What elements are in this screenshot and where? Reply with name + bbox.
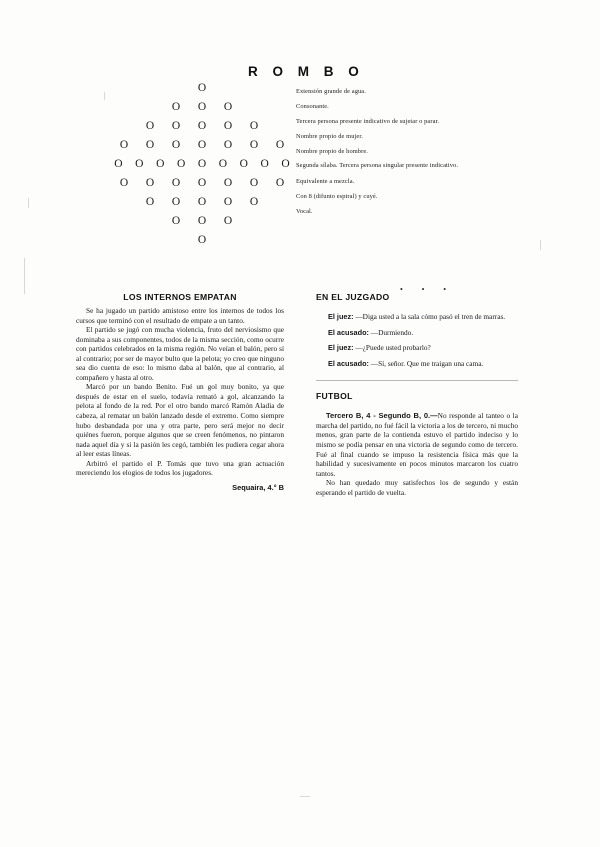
rhombus-cell[interactable]: O	[239, 157, 248, 170]
crossword-rhombus-grid	[108, 78, 296, 249]
match-report-text: No responde al tanteo o la marcha del partido, no fué fácil la victoria a los de tercero, ni mucho menos, gran parte de la contienda estuvo el partido indeciso y lo mismo se podía pensar en una victoria de segundo como de tercero. Fué al final cuando se impuso la resistencia física más que la habilidad y sucesivamente en pocos minutos marcaron los cuatro tantos.	[316, 411, 518, 478]
rhombus-row	[108, 192, 296, 211]
article-paragraph: Marcó por un bando Benito. Fué un gol muy bonito, ya que después de estar en el suelo, todavía remató a gol, alcanzando la pelota al fondo de la red. Por el otro bando marcó Ramón Aladia de cabeza, al rematar un balón lanzado desde el extremo. Como siempre hubo desbandada por una y otra parte, pero será mejor no decir quiénes fueron, porque algunos que se creen fenómenos, no pintaron nada aquel día y si la pasión les cegó, también les pudiera cegar ahora al leer estas líneas.	[76, 382, 284, 459]
rhombus-cell[interactable]: O	[275, 138, 285, 151]
registration-tick	[300, 796, 310, 797]
rhombus-row	[108, 154, 296, 173]
rhombus-cell[interactable]: O	[171, 195, 181, 208]
article-paragraph: No han quedado muy satisfechos los de segundo y están esperando el partido de vuelta.	[316, 478, 518, 497]
clue-item: Segunda sílaba. Tercera persona singular presente indicativo.	[296, 162, 459, 170]
clue-item: Extensión grande de agua.	[296, 88, 366, 96]
clue-item: Consonante.	[296, 102, 329, 110]
registration-tick	[540, 240, 541, 250]
joke-speaker: El juez:	[328, 312, 354, 321]
joke-text: —Sí, señor. Que me traigan una cama.	[368, 358, 484, 368]
rhombus-cell[interactable]: O	[197, 138, 207, 151]
rhombus-cell[interactable]: O	[223, 100, 233, 113]
rhombus-cell[interactable]: O	[119, 176, 129, 189]
rhombus-row	[108, 116, 296, 135]
clue-item: Equivalente a mezcla.	[296, 178, 355, 186]
joke-speaker: El acusado:	[328, 327, 369, 337]
section-heading-futbol: FUTBOL	[316, 391, 353, 402]
rhombus-cell[interactable]: O	[197, 119, 207, 132]
article-body-internos	[76, 306, 284, 478]
article-body-futbol	[316, 411, 518, 497]
article-paragraph	[316, 411, 518, 478]
section-heading-internos: LOS INTERNOS EMPATAN	[123, 292, 237, 302]
rhombus-row	[108, 211, 296, 230]
rhombus-cell[interactable]: O	[176, 157, 186, 170]
rhombus-cell[interactable]: O	[223, 138, 233, 151]
joke-line	[316, 328, 518, 338]
joke-line	[316, 343, 518, 353]
clue-item: Vocal.	[296, 208, 313, 216]
rhombus-cell[interactable]: O	[218, 157, 228, 170]
clue-item: Nombre propio de mujer.	[296, 133, 363, 141]
rhombus-cell[interactable]: O	[145, 119, 155, 132]
match-result-lead: Tercero B, 4 - Segundo B, 0.—	[326, 411, 438, 421]
rhombus-cell[interactable]: O	[197, 100, 207, 113]
separator-dot: •	[400, 285, 403, 294]
right-column	[316, 292, 518, 497]
rhombus-cell[interactable]: O	[260, 157, 269, 170]
page-title: R O M B O	[248, 64, 365, 79]
rhombus-cell[interactable]: O	[249, 176, 259, 189]
rhombus-cell[interactable]: O	[249, 195, 259, 208]
rhombus-row	[108, 173, 296, 192]
rhombus-cell[interactable]: O	[135, 157, 144, 170]
rhombus-cell[interactable]: O	[156, 157, 165, 170]
rhombus-cell[interactable]: O	[249, 138, 259, 151]
joke-speaker: El juez:	[328, 343, 354, 353]
rhombus-cell[interactable]: O	[171, 100, 181, 113]
rhombus-cell[interactable]: O	[197, 195, 207, 208]
rhombus-cell[interactable]: O	[145, 195, 155, 208]
section-heading-juzgado: EN EL JUZGADO	[316, 292, 390, 302]
rhombus-cell[interactable]: O	[197, 176, 207, 189]
rhombus-cell[interactable]: O	[223, 195, 233, 208]
clue-item: Con 8 (difunto espiral) y cuyé.	[296, 192, 378, 200]
rhombus-cell[interactable]: O	[145, 138, 155, 151]
registration-tick	[104, 92, 105, 100]
rhombus-cell[interactable]: O	[171, 138, 181, 151]
clue-list	[296, 82, 518, 223]
rhombus-cell[interactable]: O	[171, 119, 181, 132]
joke-text: —Diga usted a la sala cómo pasó el tren de marras.	[353, 312, 506, 321]
rhombus-cell[interactable]: O	[119, 138, 129, 151]
separator-dot: •	[443, 285, 446, 294]
rhombus-cell[interactable]: O	[249, 119, 259, 132]
rhombus-row	[108, 135, 296, 154]
rhombus-cell[interactable]: O	[197, 81, 207, 94]
rhombus-cell[interactable]: O	[114, 157, 123, 170]
joke-text: —Durmiendo.	[368, 327, 414, 337]
rhombus-row	[108, 97, 296, 116]
rhombus-cell[interactable]: O	[223, 176, 233, 189]
joke-line	[316, 359, 518, 369]
rhombus-cell[interactable]: O	[145, 176, 155, 189]
rhombus-row	[108, 78, 296, 97]
article-paragraph: Arbitró el partido el P. Tomás que tuvo una gran actuación mereciendo los elogios de todos los jugadores.	[76, 458, 284, 478]
left-column	[76, 292, 284, 492]
registration-tick	[28, 198, 29, 208]
joke-dialogue	[316, 312, 518, 368]
article-signature: Sequaira, 4.° B	[232, 482, 284, 492]
rhombus-cell[interactable]: O	[223, 214, 233, 227]
joke-line	[316, 312, 518, 322]
article-paragraph: Se ha jugado un partido amistoso entre los internos de todos los cursos que terminó con el resultado de empate a un tanto.	[76, 306, 284, 325]
article-paragraph: El partido se jugó con mucha violencia, fruto del nerviosismo que dominaba a sus componentes, todos de la misma sección, como ocurre con partidos celebrados en la misma región. No veían el balón, pero sí al contrario; por ser de mayor bulto que la pelota; yo creo que ninguno sea dio cuenta de eso: lo mismo daba al balón, que al contrario, al compañero y hasta al otro.	[76, 325, 284, 382]
rhombus-cell[interactable]: O	[197, 157, 207, 170]
rhombus-cell[interactable]: O	[197, 214, 207, 227]
joke-speaker: El acusado:	[328, 358, 369, 368]
clue-item: Nombre propio de hombre.	[296, 147, 368, 155]
rhombus-cell[interactable]: O	[171, 176, 181, 189]
rhombus-cell[interactable]: O	[223, 119, 233, 132]
joke-text: —¿Puede usted probarlo?	[353, 343, 431, 353]
rhombus-row	[108, 230, 296, 249]
registration-tick	[24, 258, 25, 294]
rhombus-cell[interactable]: O	[197, 233, 207, 246]
separator-dot: •	[421, 285, 425, 294]
clue-item: Tercera persona presente indicativo de sujetar o parar.	[296, 117, 440, 125]
section-divider	[316, 380, 518, 381]
rhombus-cell[interactable]: O	[171, 214, 181, 227]
rhombus-cell[interactable]: O	[281, 157, 290, 170]
rhombus-cell[interactable]: O	[275, 176, 285, 189]
